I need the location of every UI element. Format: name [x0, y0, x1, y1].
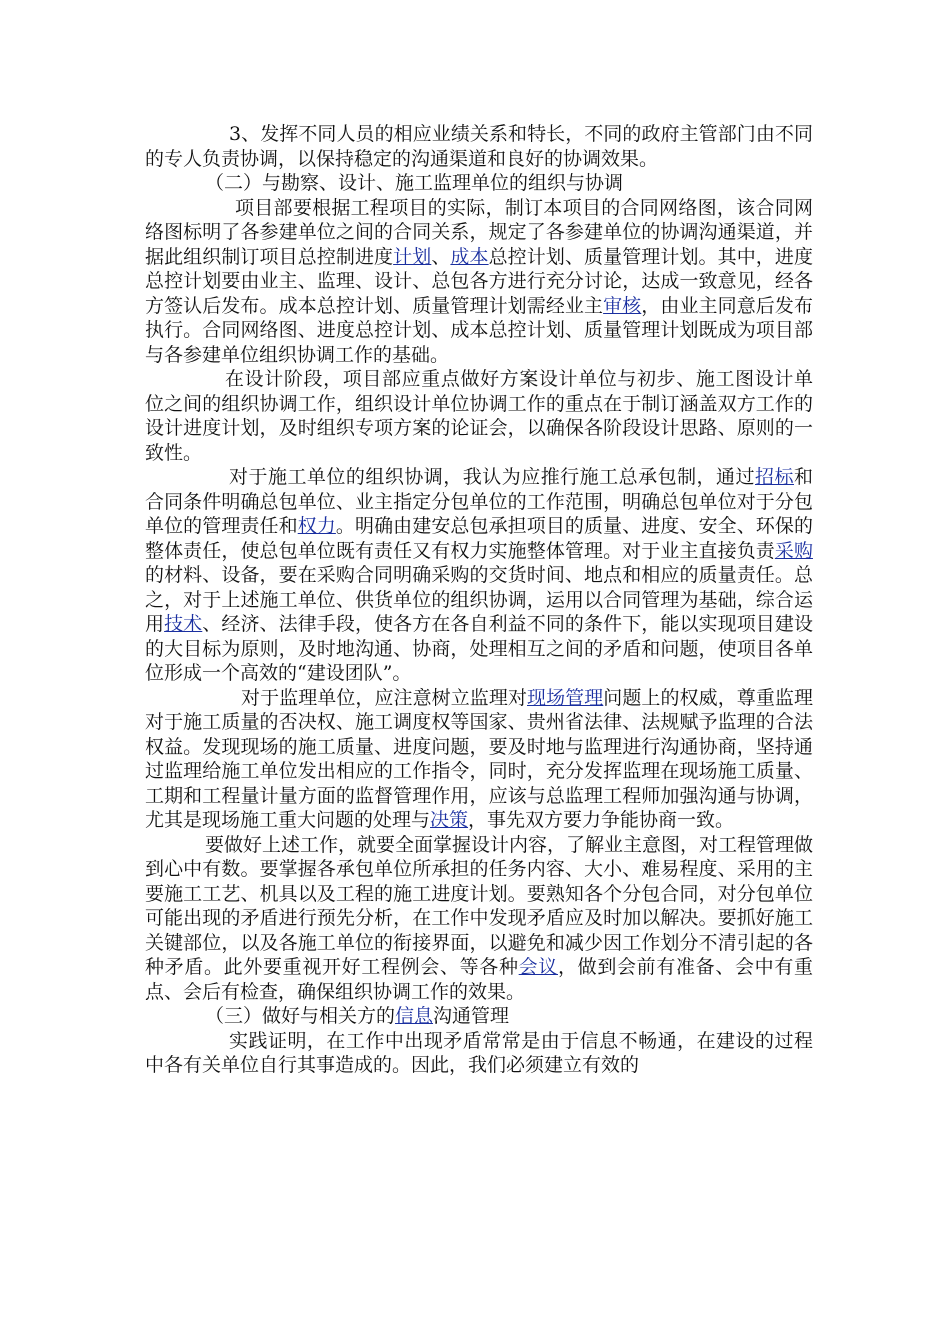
- paragraph-coordination-staff: 3、发挥不同人员的相应业绩关系和特长，不同的政府主管部门由不同的专人负责协调，以保持稳定的沟通渠道和良好的协调效果。: [145, 123, 813, 170]
- text-run: 对于施工单位的组织协调，我认为应推行施工总承包制，通过: [229, 466, 755, 488]
- text-run: 沟通管理: [433, 1005, 510, 1027]
- paragraph-design-stage: 在设计阶段，项目部应重点做好方案设计单位与初步、施工图设计单位之间的组织协调工作，组织设计单位协调工作的重点在于制订涵盖双方工作的设计进度计划，及时组织专项方案的论证会，以确保各阶段设计思路、原则的一致性。: [145, 368, 813, 464]
- link-authority[interactable]: 权力: [297, 515, 336, 537]
- text-run: 问题上的权威，尊重监理对于施工质量的否决权、施工调度权等国家、贵州省法律、法规赋予监理的合法权益。发现现场的施工质量、进度问题，要及时地与监理进行沟通协商，坚持通过监理给施工单位发出相应的工作指令，同时，充分发挥监理在现场施工质量、工期和工程量计量方面的监督管理作用，应该与总监理工程师加强沟通与协调，尤其是现场施工重大问题的处理与: [145, 686, 813, 831]
- link-tender[interactable]: 招标: [755, 466, 794, 488]
- text-run: 总控计划、质量管理计划。其中，进度总控计划要由业主、监理、设计、总包各方进行充分讨论，达成一致意见，经各方签认后发布。成本总控计划、质量管理计划需经业主: [145, 245, 813, 317]
- text-run: ，做到会前有准备、会中有重点、会后有检查，确保组织协调工作的效果。: [145, 956, 813, 1003]
- section-heading-2: （二）与勘察、设计、施工监理单位的组织与协调: [205, 172, 624, 194]
- link-information[interactable]: 信息: [395, 1005, 434, 1027]
- link-meeting[interactable]: 会议: [518, 956, 558, 978]
- text-run: 和合同条件明确总包单位、业主指定分包单位的工作范围，明确总包单位对于分包单位的管理责任和: [145, 466, 813, 537]
- paragraph-construction-units: [145, 465, 813, 686]
- link-review[interactable]: 审核: [603, 294, 642, 317]
- text-run: （三）做好与相关方的: [205, 1005, 396, 1027]
- text-run: 的材料、设备，要在采购合同明确采购的交货时间、地点和相应的质量责任。总之，对于上述施工单位、供货单位的组织协调，运用以合同管理为基础，综合运用: [145, 564, 813, 635]
- text-run: 、: [431, 245, 451, 268]
- section-heading-3: [145, 1004, 813, 1029]
- text-run: ，事先双方要力争能协商一致。: [468, 809, 735, 831]
- link-technology[interactable]: 技术: [164, 613, 203, 635]
- link-decision[interactable]: 决策: [430, 809, 469, 831]
- link-plan[interactable]: 计划: [393, 245, 432, 268]
- text-run: 要做好上述工作，就要全面掌握设计内容，了解业主意图，对工程管理做到心中有数。要掌握各承包单位所承担的任务内容、大小、难易程度、采用的主要施工工艺、机具以及工程的施工进度计划。要熟知各个分包合同，对分包单位可能出现的矛盾进行预先分析，在工作中发现矛盾应及时加以解决。要抓好施工关键部位，以及各施工单位的衔接界面，以避免和减少因工作划分不清引起的各种矛盾。此外要重视开好工程例会、等各种: [145, 833, 814, 978]
- text-run: ，由业主同意后发布执行。合同网络图、进度总控计划、成本总控计划、质量管理计划既成为项目部与各参建单位组织协调工作的基础。: [145, 294, 813, 366]
- text-run: 。明确由建安总包承担项目的质量、进度、安全、环保的整体责任，使总包单位既有责任又有权力实施整体管理。对于业主直接负责: [145, 515, 813, 562]
- paragraph-practice-proof: 实践证明，在工作中出现矛盾常常是由于信息不畅通，在建设的过程中各有关单位自行其事造成的。因此，我们必须建立有效的: [145, 1029, 813, 1076]
- text-run: 对于监理单位，应注意树立监理对: [241, 686, 528, 709]
- link-site-management[interactable]: 现场管理: [527, 686, 604, 709]
- text-run: 项目部要根据工程项目的实际，制订本项目的合同网络图，该合同网络图标明了各参建单位之间的合同关系，规定了各参建单位的协调沟通渠道，并据此组织制订项目总控制进度: [145, 196, 813, 268]
- document-page: [145, 122, 813, 1078]
- paragraph-supervision-units: [145, 686, 813, 833]
- paragraph-design-mastery: [145, 833, 813, 1005]
- link-cost[interactable]: 成本: [450, 245, 489, 268]
- link-procurement[interactable]: 采购: [774, 539, 813, 562]
- paragraph-contract-network: [145, 196, 813, 368]
- text-run: 、经济、法律手段，使各方在各自利益不同的条件下，能以实现项目建设的大目标为原则，及时地沟通、协商，处理相互之间的矛盾和问题，使项目各单位形成一个高效的“建设团队”。: [145, 613, 813, 684]
